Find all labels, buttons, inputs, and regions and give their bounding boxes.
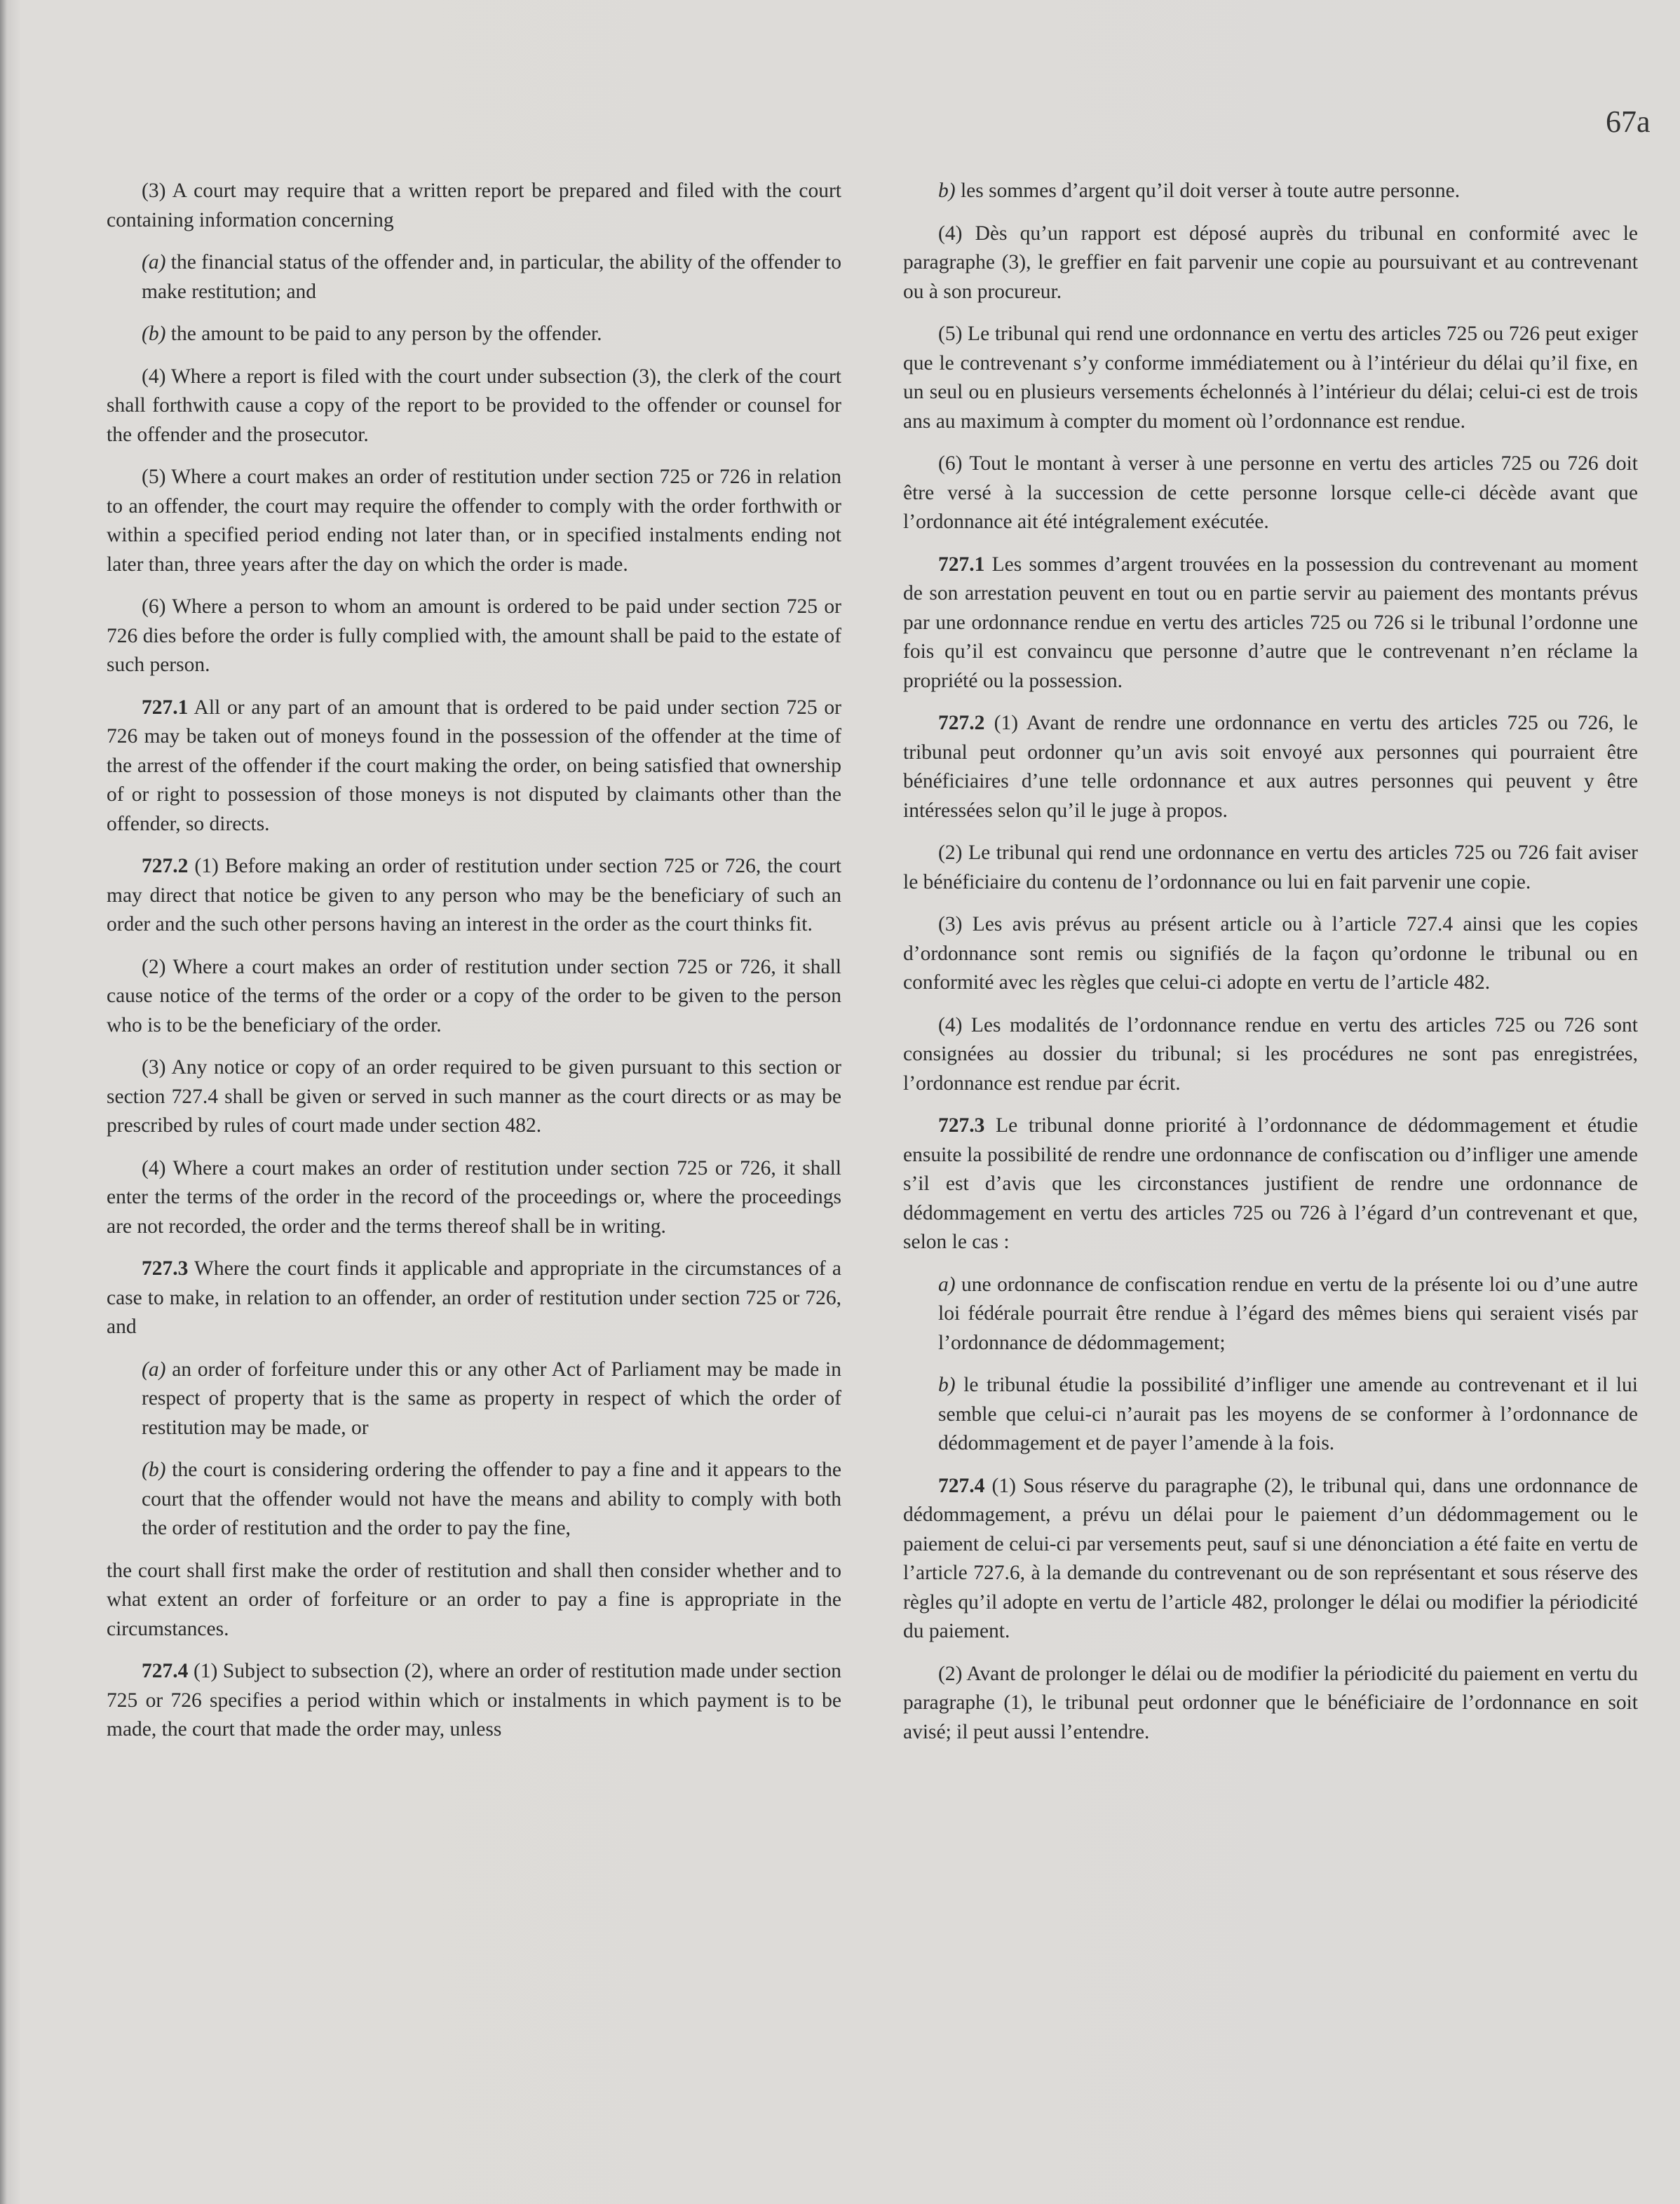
paragraph-text: Les sommes d’argent trouvées en la possession du contrevenant au moment de son arrestation peuvent en tout ou en partie servir au paiement des montants prévus par une ordonnance rendue en vertu des articles 725 ou 726 si le tribunal l’ordonne une fois qu’il est convaincu que personne d’autre que le contrevenant n’en réclame la propriété ou la possession. — [903, 553, 1638, 692]
paragraph-text: Where the court finds it applicable and appropriate in the circumstances of a case to make, in relation to an offender, an order of restitution under section 725 or 726, and — [107, 1257, 841, 1338]
list-item — [107, 1355, 841, 1443]
paragraph-text: (5) Le tribunal qui rend une ordonnance en vertu des articles 725 ou 726 peut exiger que le contrevenant s’y conforme immédiatement ou à l’intérieur du délai qu’il fixe, en un seul ou en plusieurs versements échelonnés à l’intérieur du délai; celui-ci est de trois ans au maximum à compter du moment où l’ordonnance est rendue. — [903, 323, 1638, 433]
paragraph — [903, 910, 1638, 998]
section-paragraph — [107, 1255, 841, 1342]
section-number: 727.1 — [938, 553, 985, 576]
paragraph-text: (3) Les avis prévus au présent article ou à l’article 727.4 ainsi que les copies d’ordonnance sont remis ou signifiés de la façon qu’ordonne le tribunal ou en conformité avec les règles que celui-ci adopte en vertu de l’article 482. — [903, 913, 1638, 994]
paragraph-text: (2) Where a court makes an order of restitution under section 725 or 726, it shall cause notice of the terms of the order or a copy of the order to be given to the person who is to be the beneficiary of the order. — [107, 955, 841, 1036]
item-label: (a) — [142, 1358, 166, 1381]
paragraph — [107, 363, 841, 450]
list-item — [903, 1271, 1638, 1358]
paragraph-text: (3) Any notice or copy of an order required to be given pursuant to this section or section 727.4 shall be given or served in such manner as the court directs or as may be prescribed by rules of court made under section 482. — [107, 1056, 841, 1137]
paragraph — [107, 1154, 841, 1242]
list-item — [107, 1456, 841, 1543]
paragraph-text: (6) Where a person to whom an amount is ordered to be paid under section 725 or 726 dies before the order is fully complied with, the amount shall be paid to the estate of such person. — [107, 595, 841, 676]
paragraph-text: the court shall first make the order of restitution and shall then consider whether and to what extent an order of forfeiture or an order to pay a fine is appropriate in the circumstances. — [107, 1559, 841, 1640]
paragraph — [107, 1053, 841, 1141]
paragraph-text: une ordonnance de confiscation rendue en vertu de la présente loi ou d’une autre loi fédérale pourrait être rendue à l’égard des mêmes biens qui seraient visés par l’ordonnance de dédommagement; — [938, 1273, 1638, 1354]
paragraph-text: the amount to be paid to any person by the offender. — [165, 323, 602, 345]
paragraph — [107, 177, 841, 235]
paragraph — [903, 320, 1638, 436]
paragraph — [107, 1557, 841, 1644]
list-item — [107, 248, 841, 306]
section-number: 727.3 — [938, 1114, 985, 1137]
item-label: (a) — [142, 251, 166, 273]
paragraph — [903, 1660, 1638, 1747]
paragraph-text: (1) Subject to subsection (2), where an order of restitution made under section 725 or 726 specifies a period within which or instalments in which payment is to be made, the court that made the order may, unless — [107, 1660, 841, 1740]
list-item — [903, 177, 1638, 206]
section-number: 727.4 — [938, 1474, 985, 1497]
section-paragraph — [903, 550, 1638, 696]
section-paragraph — [903, 709, 1638, 825]
paragraph — [903, 449, 1638, 537]
paragraph-text: an order of forfeiture under this or any other Act of Parliament may be made in respect of property that is the same as property in respect of which the order of restitution may be made, or — [142, 1358, 841, 1439]
section-paragraph — [903, 1472, 1638, 1647]
paragraph-text: (6) Tout le montant à verser à une personne en vertu des articles 725 ou 726 doit être versé à la succession de cette personne lorsque celle-ci décède avant que l’ordonnance ait été intégralement exécutée. — [903, 452, 1638, 533]
section-paragraph — [107, 1657, 841, 1745]
paragraph-text: (1) Before making an order of restitution under section 725 or 726, the court may direct that notice be given to any person who may be the beneficiary of such an order and the such other persons having an interest in the order as the court thinks fit. — [107, 855, 841, 935]
item-label: (b) — [142, 1459, 166, 1481]
section-number: 727.2 — [938, 712, 985, 734]
paragraph — [903, 839, 1638, 897]
section-paragraph — [903, 1111, 1638, 1257]
paragraph-text: (4) Where a court makes an order of restitution under section 725 or 726, it shall enter the terms of the order in the record of the proceedings or, where the proceedings are not recorded, the order and the terms thereof shall be in writing. — [107, 1156, 841, 1238]
paragraph — [107, 953, 841, 1041]
section-paragraph — [107, 694, 841, 839]
paragraph-text: les sommes d’argent qu’il doit verser à toute autre personne. — [955, 180, 1461, 202]
paragraph-text: (2) Le tribunal qui rend une ordonnance en vertu des articles 725 ou 726 fait aviser le bénéficiaire du contenu de l’ordonnance ou lui en fait parvenir une copie. — [903, 841, 1638, 893]
list-item — [107, 320, 841, 349]
paragraph-text: (4) Les modalités de l’ordonnance rendue en vertu des articles 725 ou 726 sont consignées au dossier du tribunal; si les procédures ne sont pas enregistrées, l’ordonnance est rendue par écrit. — [903, 1013, 1638, 1095]
paragraph-text: (1) Avant de rendre une ordonnance en vertu des articles 725 ou 726, le tribunal peut ordonner qu’un avis soit envoyé aux personnes qui pourraient être bénéficiaires d’une telle ordonnance et aux autres personnes qui peuvent y être intéressées selon qu’il le juge à propos. — [903, 712, 1638, 822]
item-label: b) — [938, 1374, 956, 1396]
item-label: (b) — [142, 323, 166, 345]
section-number: 727.4 — [142, 1660, 189, 1682]
french-column — [903, 177, 1638, 1760]
paragraph-text: Le tribunal donne priorité à l’ordonnance de dédommagement et étudie ensuite la possibilité de rendre une ordonnance de confiscation ou d’infliger une amende s’il est d’avis que les circonstances justifient de rendre une ordonnance de dédommagement en vertu des articles 725 ou 726 à l’égard d’un contrevenant et que, selon le cas : — [903, 1114, 1638, 1253]
paragraph-text: (3) A court may require that a written report be prepared and filed with the court containing information concerning — [107, 180, 841, 231]
list-item — [903, 1371, 1638, 1459]
english-column — [107, 177, 841, 1758]
paragraph — [903, 1011, 1638, 1099]
paragraph-text: the court is considering ordering the offender to pay a fine and it appears to the court that the offender would not have the means and ability to comply with both the order of restitution and the order to pay the fine, — [142, 1459, 841, 1539]
paragraph-text: le tribunal étudie la possibilité d’infliger une amende au contrevenant et il lui semble que celui-ci n’aurait pas les moyens de se conformer à l’ordonnance de dédommagement et de payer l’amende à la fois. — [938, 1374, 1638, 1454]
paragraph-text: the financial status of the offender and, in particular, the ability of the offender to make restitution; and — [142, 251, 841, 303]
section-paragraph — [107, 852, 841, 940]
section-number: 727.2 — [142, 855, 189, 877]
paragraph — [107, 463, 841, 579]
page-number: 67a — [1606, 104, 1651, 139]
paragraph — [107, 593, 841, 680]
section-number: 727.3 — [142, 1257, 189, 1280]
paragraph-text: (5) Where a court makes an order of restitution under section 725 or 726 in relation to an offender, the court may require the offender to comply with the order forthwith or within a specified period ending not later than, or in specified instalments ending not later than, three years after the day on which the order is made. — [107, 466, 841, 576]
item-label: a) — [938, 1273, 956, 1296]
paragraph-text: (2) Avant de prolonger le délai ou de modifier la périodicité du paiement en vertu du paragraphe (1), le tribunal peut ordonner que le bénéficiaire de l’ordonnance en soit avisé; il peut aussi l’entendre. — [903, 1662, 1638, 1743]
section-number: 727.1 — [142, 696, 189, 719]
paragraph-text: (1) Sous réserve du paragraphe (2), le tribunal qui, dans une ordonnance de dédommagement, a prévu un délai pour le paiement d’un dédommagement ou le paiement de celui-ci par versements peut, sauf si une dénonciation a été faite en vertu de l’article 727.6, à la demande du contrevenant ou de son représentant et sous réserve des règles qu’il adopte en vertu de l’article 482, prolonger le délai ou modifier la périodicité du paiement. — [903, 1474, 1638, 1642]
paragraph — [903, 219, 1638, 307]
item-label: b) — [938, 180, 956, 202]
paragraph-text: (4) Where a report is filed with the court under subsection (3), the clerk of the court shall forthwith cause a copy of the report to be provided to the offender or counsel for the offender and the prosecutor. — [107, 365, 841, 446]
paragraph-text: All or any part of an amount that is ordered to be paid under section 725 or 726 may be taken out of moneys found in the possession of the offender at the time of the arrest of the offender if the court making the order, on being satisfied that ownership of or right to possession of those moneys is not disputed by claimants other than the offender, so directs. — [107, 696, 841, 835]
paragraph-text: (4) Dès qu’un rapport est déposé auprès du tribunal en conformité avec le paragraphe (3), le greffier en fait parvenir une copie au poursuivant et au contrevenant ou à son procureur. — [903, 222, 1638, 303]
